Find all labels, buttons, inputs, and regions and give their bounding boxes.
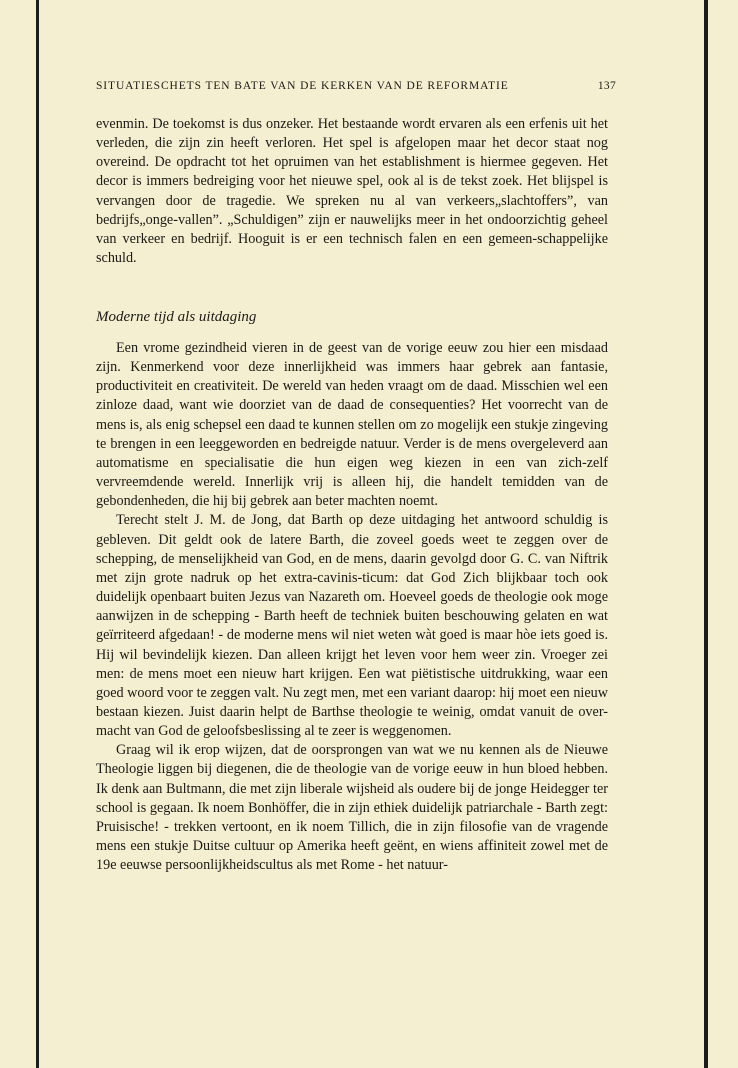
intro-paragraph: evenmin. De toekomst is dus onzeker. Het bestaande wordt ervaren als een erfenis uit het verleden, die zijn zin heeft verloren. Het spel is afgelopen maar het decor staat nog overeind. De opdracht tot het opruimen van het establishment is hiermee gegeven. Het decor is immers bedreiging voor het nieuwe spel, ook al is de tekst zoek. Het blijspel is vervangen door de tragedie. We spreken nu al van verkeers„slachtoffers”, van bedrijfs„onge-vallen”. „Schuldigen” zijn er nauwelijks meer in het ondoorzichtig geheel van verkeer en bedrijf. Hooguit is er een technisch falen en een gemeen-schappelijke schuld. xyxy=(96,116,608,267)
section-heading: Moderne tijd als uitdaging xyxy=(96,309,257,325)
section-paragraph-2: Terecht stelt J. M. de Jong, dat Barth op deze uitdaging het antwoord schuldig is gebleven. Dit geldt ook de latere Barth, die zoveel goeds weet te zeggen over de schepping, de menselijkheid van God, en de mens, daarin gevolgd door G. C. van Niftrik met zijn grote nadruk op het extra-cavinis-ticum: dat God Zich blijkbaar toch ook duidelijk openbaart buiten Jezus van Nazareth om. Hoeveel goeds de theologie ook moge aanwijzen in de schepping - Barth heeft de techniek buiten beschouwing gelaten en wat geïrriteerd afgedaan! - de moderne mens wil niet weten wàt goed is maar hòe iets goed is. Hij wil bevindelijk kiezen. Dan alleen krijgt het leven voor hem weer zin. Vroeger zei men: de mens moet een nieuw hart krijgen. Een wat piëtistische uitdrukking, waar een goed woord voor te zeggen valt. Nu zegt men, met een variant daarop: hij moet een nieuw bestaan kiezen. Juist daarin helpt de Barthse theologie te weinig, omdat vanuit de over-macht van God de geloofsbeslissing al te zeer is weggenomen. xyxy=(96,512,608,740)
section-paragraph-3: Graag wil ik erop wijzen, dat de oorsprongen van wat we nu kennen als de Nieuwe Theologie liggen bij diegenen, die de theologie van de vorige eeuw in hun bloed hebben. Ik denk aan Bultmann, die met zijn liberale wijsheid als oudere bij de jonge Heidegger ter school is gegaan. Ik noem Bonhöffer, die in zijn ethiek duidelijk patriarchale - Barth zegt: Pruisische! - trekken vertoont, en ik noem Tillich, die in zijn filosofie van de vragende mens een stukje Duitse cultuur op Amerika heeft geënt, en wiens affiniteit zowel met de 19e eeuwse persoonlijkheidscultus als met Rome - het natuur- xyxy=(96,742,608,874)
running-header xyxy=(96,80,616,92)
section-text-block xyxy=(96,339,608,875)
page-edge-right xyxy=(704,0,708,1068)
section-paragraph-1: Een vrome gezindheid vieren in de geest van de vorige eeuw zou hier een misdaad zijn. Kenmerkend voor deze innerlijkheid was immers haar gebrek aan fantasie, productiviteit en creativiteit. De wereld van heden vraagt om de daad. Misschien wel een zinloze daad, want wie doorziet van de daad de consequenties? Het voorrecht van de mens is, als enig schepsel een daad te kunnen stellen om zo mogelijk een stukje zingeving te brengen in een leeggeworden en bedreigde natuur. Verder is de mens overgeleverd aan automatisme en specialisatie die hun eigen weg kiezen in een van zich-zelf vervreemdende wereld. Innerlijk vrij is alleen hij, die handelt temidden van de gebondenheden, die hij bij gebrek aan beter machten noemt. xyxy=(96,340,608,510)
page-edge-left xyxy=(36,0,39,1068)
intro-text-block xyxy=(96,115,608,268)
page-number: 137 xyxy=(597,80,616,92)
running-title: SITUATIESCHETS TEN BATE VAN DE KERKEN VAN DE REFORMATIE xyxy=(96,80,509,92)
